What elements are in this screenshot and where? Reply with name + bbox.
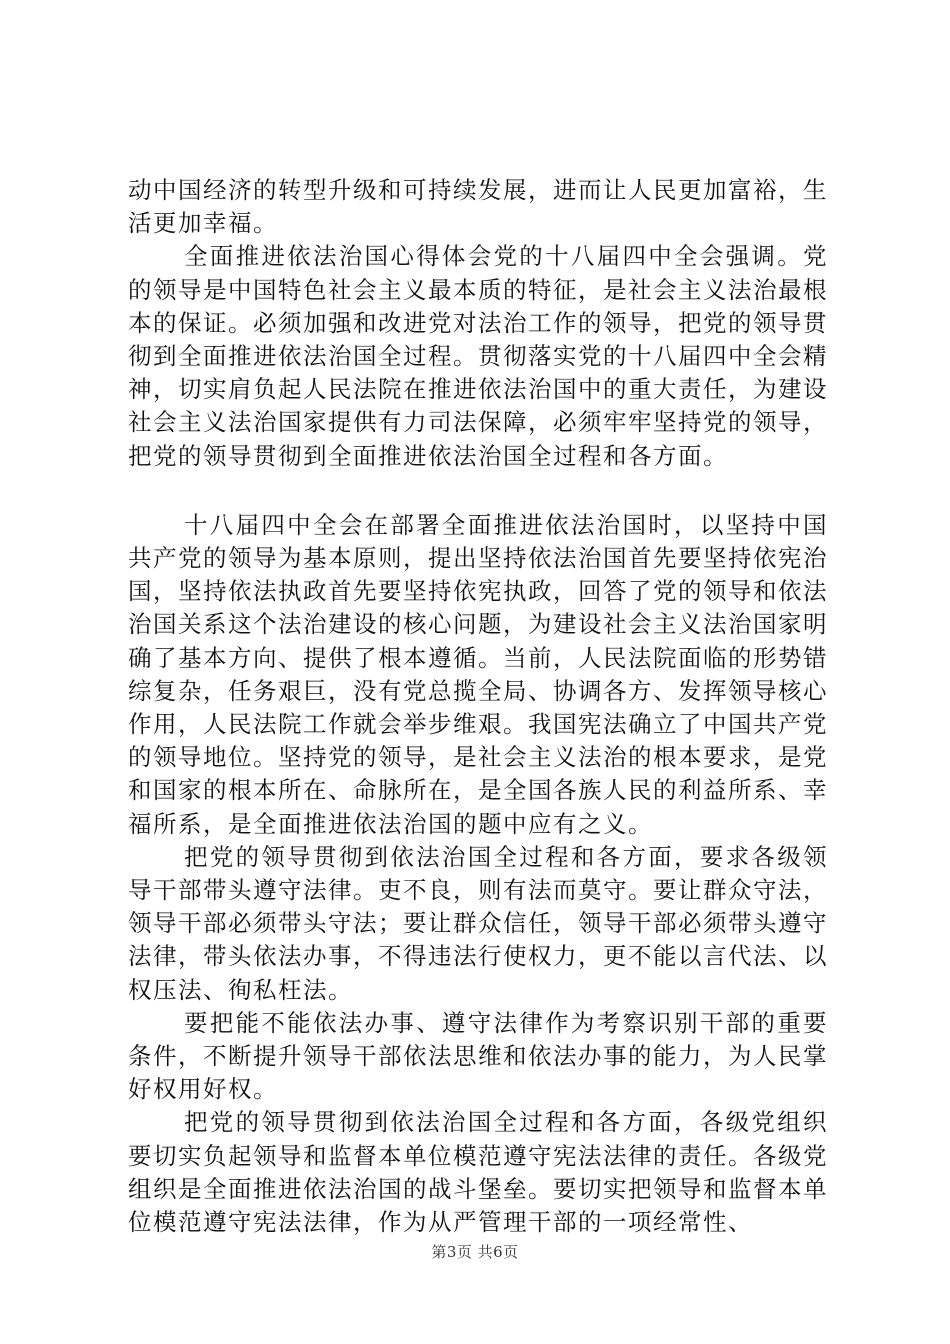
paragraph-party-leadership: 全面推进依法治国心得体会党的十八届四中全会强调。党的领导是中国特色社会主义最本质的特征，是社会主义法治最根本的保证。必须加强和改进党对法治工作的领导，把党的领导贯彻到全面推进依法治国全过程。贯彻落实党的十八届四中全会精神，切实肩负起人民法院在推进依法治国中的重大责任，为建设社会主义法治国家提供有力司法保障，必须牢牢坚持党的领导，把党的领导贯彻到全面推进依法治国全过程和各方面。 — [128, 242, 828, 470]
paragraph-continuation: 动中国经济的转型升级和可持续发展，进而让人民更加富裕，生活更加幸福。 — [128, 176, 828, 238]
paragraph-cadres-abide-law: 把党的领导贯彻到依法治国全过程和各方面，要求各级领导干部带头遵守法律。吏不良，则有法而莫守。要让群众守法，领导干部必须带头守法；要让群众信任，领导干部必须带头遵守法律，带头依法办事，不得违法行使权力，更不能以言代法、以权压法、徇私枉法。 — [128, 842, 828, 1004]
paragraph-fourth-plenary: 十八届四中全会在部署全面推进依法治国时，以坚持中国共产党的领导为基本原则，提出坚持依法治国首先要坚持依宪治国，坚持依法执政首先要坚持依宪执政，回答了党的领导和依法治国关系这个法治建设的核心问题，为建设社会主义法治国家明确了基本方向、提供了根本遵循。当前，人民法院面临的形势错综复杂，任务艰巨，没有党总揽全局、协调各方、发挥领导核心作用，人民法院工作就会举步维艰。我国宪法确立了中国共产党的领导地位。坚持党的领导，是社会主义法治的根本要求，是党和国家的根本所在、命脉所在，是全国各族人民的利益所系、幸福所系，是全面推进依法治国的题中应有之义。 — [128, 510, 828, 838]
page-number-footer: 第3页 共6页 — [431, 1243, 519, 1261]
document-body — [128, 174, 828, 1239]
paragraph-party-organizations: 把党的领导贯彻到依法治国全过程和各方面，各级党组织要切实负起领导和监督本单位模范遵守宪法法律的责任。各级党组织是全面推进依法治国的战斗堡垒。要切实把领导和监督本单位模范遵守宪法法律，作为从严管理干部的一项经常性、 — [128, 1108, 828, 1237]
paragraph-cadre-evaluation: 要把能不能依法办事、遵守法律作为考察识别干部的重要条件，不断提升领导干部依法思维和依法办事的能力，为人民掌好权用好权。 — [128, 1008, 828, 1104]
